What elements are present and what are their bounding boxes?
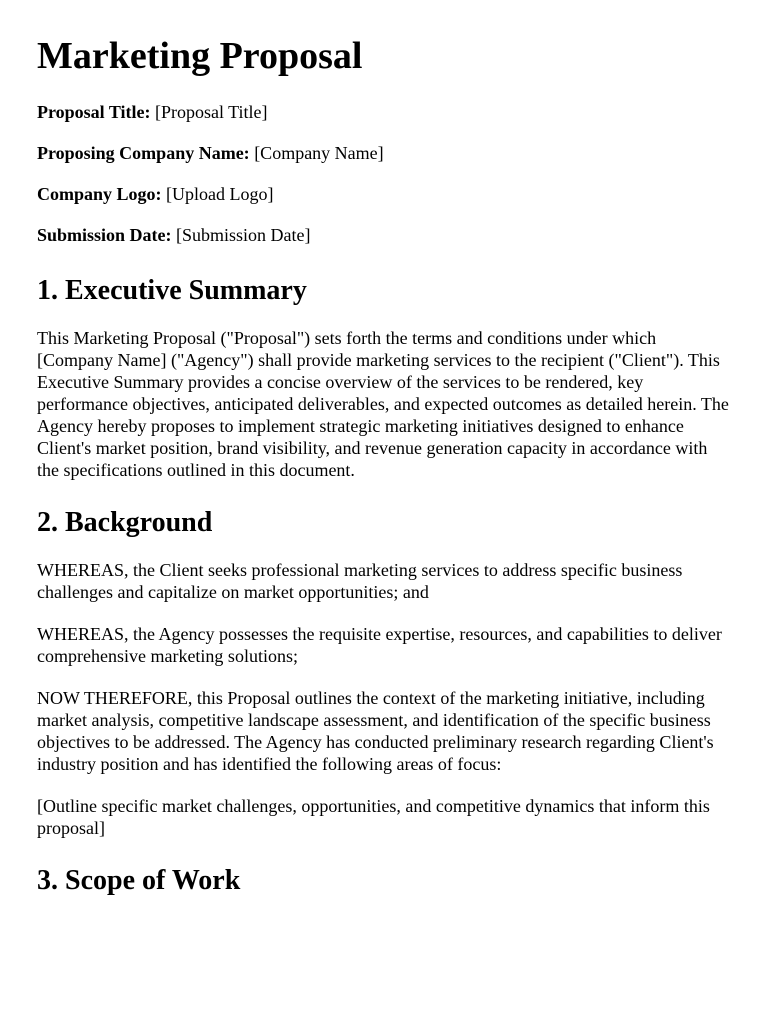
field-value: [Upload Logo] — [166, 184, 274, 204]
background-paragraph: WHEREAS, the Agency possesses the requisite expertise, resources, and capabilities to deliver comprehensive marketing solutions; — [37, 624, 722, 666]
field-label: Company Logo: — [37, 184, 162, 204]
field-company-logo — [37, 183, 730, 205]
background-paragraph: WHEREAS, the Client seeks professional marketing services to address specific business challenges and capitalize on market opportunities; and — [37, 560, 683, 602]
section-heading-scope-of-work: 3. Scope of Work — [37, 865, 241, 896]
field-value: [Submission Date] — [176, 225, 311, 245]
background-paragraph: NOW THEREFORE, this Proposal outlines the context of the marketing initiative, including market analysis, competitive landscape assessment, and identification of the specific business objectives to be addressed. The Agency has conducted preliminary research regarding Client's industry position and has identified the following areas of focus: — [37, 688, 714, 774]
field-label: Proposing Company Name: — [37, 143, 250, 163]
field-value: [Company Name] — [254, 143, 384, 163]
background-paragraph: [Outline specific market challenges, opportunities, and competitive dynamics that inform this proposal] — [37, 796, 710, 838]
document-title: Marketing Proposal — [37, 35, 363, 77]
field-submission-date — [37, 224, 730, 246]
field-value: [Proposal Title] — [155, 102, 268, 122]
field-proposal-title — [37, 101, 730, 123]
section-heading-executive-summary: 1. Executive Summary — [37, 275, 307, 306]
field-company-name — [37, 142, 730, 164]
section-heading-background: 2. Background — [37, 507, 213, 538]
executive-summary-paragraph: This Marketing Proposal ("Proposal") sets forth the terms and conditions under which [Company Name] ("Agency") shall provide marketing services to the recipient ("Client"). This Executive Summary provides a concise overview of the services to be rendered, key performance objectives, anticipated deliverables, and expected outcomes as detailed herein. The Agency hereby proposes to implement strategic marketing initiatives designed to enhance Client's market position, brand visibility, and revenue generation capacity in accordance with the specifications outlined in this document. — [37, 328, 729, 480]
field-label: Proposal Title: — [37, 102, 151, 122]
field-label: Submission Date: — [37, 225, 172, 245]
